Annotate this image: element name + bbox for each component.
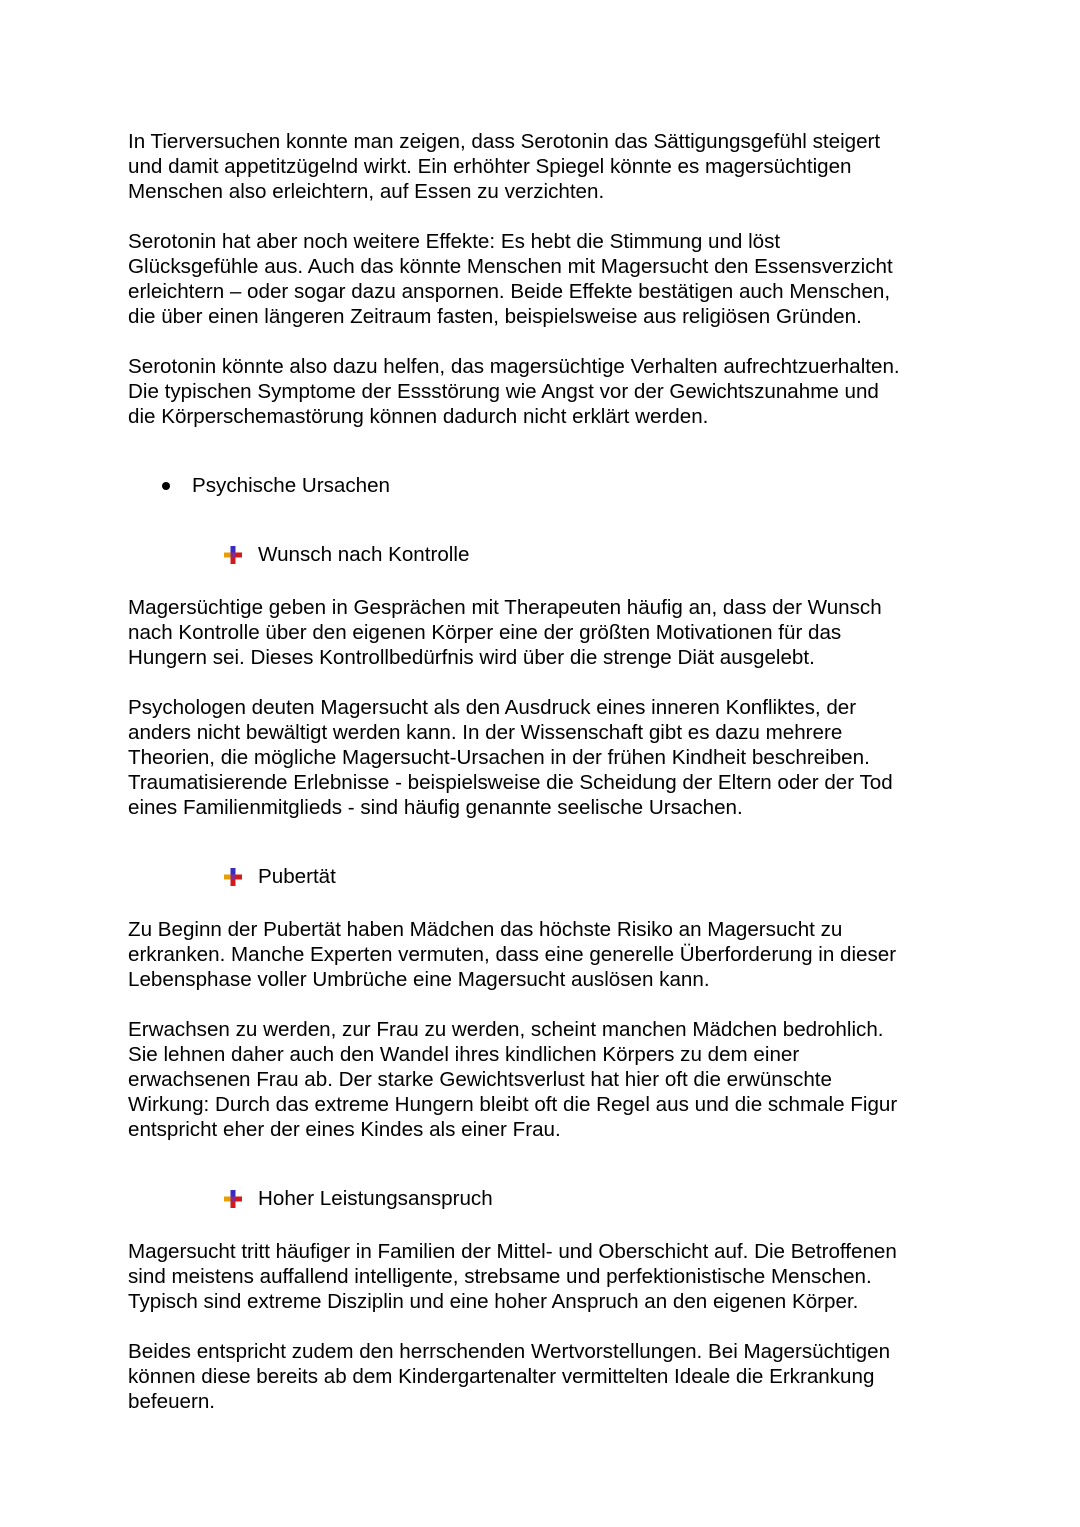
subheading-pubertaet <box>224 864 958 889</box>
colored-plus-icon <box>224 1190 242 1208</box>
subheading-label: Wunsch nach Kontrolle <box>258 543 470 566</box>
colored-plus-icon <box>224 546 242 564</box>
subheading-hoher-leistungsanspruch <box>224 1186 958 1211</box>
subheading-wunsch-nach-kontrolle <box>224 542 958 567</box>
subheading-label: Pubertät <box>258 865 336 888</box>
paragraph-serotonin-mood: Serotonin hat aber noch weitere Effekte: Es hebt die Stimmung und löst Glücksgefühle aus. Auch das könnte Menschen mit Magersucht den Essensverzicht erleichtern – oder sogar dazu anspornen. Beide Effekte bestätigen auch Menschen, die über einen längeren Zeitraum fasten, beispielsweise aus religiösen Gründen. <box>128 230 893 328</box>
colored-plus-icon <box>224 868 242 886</box>
bullet-heading: Psychische Ursachen <box>192 474 391 497</box>
document-page <box>128 129 958 1414</box>
paragraph-leistung-1: Magersucht tritt häufiger in Familien der Mittel- und Oberschicht auf. Die Betroffenen sind meistens auffallend intelligente, strebsame und perfektionistische Menschen. Typisch sind extreme Disziplin und eine hoher Anspruch an den eigenen Körper. <box>128 1240 897 1313</box>
paragraph-pubertaet-2: Erwachsen zu werden, zur Frau zu werden, scheint manchen Mädchen bedrohlich. Sie lehnen daher auch den Wandel ihres kindlichen Körpers zu dem einer erwachsenen Frau ab. Der starke Gewichtsverlust hat hier oft die erwünschte Wirkung: Durch das extreme Hungern bleibt oft die Regel aus und die schmale Figur entspricht eher der eines Kindes als einer Frau. <box>128 1018 898 1141</box>
paragraph-serotonin-conclusion: Serotonin könnte also dazu helfen, das magersüchtige Verhalten aufrechtzuerhalten. Die typischen Symptome der Essstörung wie Angst vor der Gewichtszunahme und die Körperschemastörung können dadurch nicht erklärt werden. <box>128 355 900 428</box>
paragraph-kontrolle-2: Psychologen deuten Magersucht als den Ausdruck eines inneren Konfliktes, der anders nicht bewältigt werden kann. In der Wissenschaft gibt es dazu mehrere Theorien, die mögliche Magersucht-Ursachen in der frühen Kindheit beschreiben. Traumatisierende Erlebnisse - beispielsweise die Scheidung der Eltern oder der Tod eines Familienmitglieds - sind häufig genannte seelische Ursachen. <box>128 696 893 819</box>
paragraph-pubertaet-1: Zu Beginn der Pubertät haben Mädchen das höchste Risiko an Magersucht zu erkranken. Manche Experten vermuten, dass eine generelle Überforderung in dieser Lebensphase voller Umbrüche eine Magersucht auslösen kann. <box>128 918 897 991</box>
paragraph-serotonin-appetite: In Tierversuchen konnte man zeigen, dass Serotonin das Sättigungsgefühl steigert und damit appetitzügelnd wirkt. Ein erhöhter Spiegel könnte es magersüchtigen Menschen also erleichtern, auf Essen zu verzichten. <box>128 130 881 203</box>
paragraph-leistung-2: Beides entspricht zudem den herrschenden Wertvorstellungen. Bei Magersüchtigen können diese bereits ab dem Kindergartenalter vermittelten Ideale die Erkrankung befeuern. <box>128 1340 891 1413</box>
bullet-dot-icon <box>162 482 170 490</box>
paragraph-kontrolle-1: Magersüchtige geben in Gesprächen mit Therapeuten häufig an, dass der Wunsch nach Kontrolle über den eigenen Körper eine der größten Motivationen für das Hungern sei. Dieses Kontrollbedürfnis wird über die strenge Diät ausgelebt. <box>128 596 882 669</box>
subheading-label: Hoher Leistungsanspruch <box>258 1187 493 1210</box>
bullet-psychische-ursachen <box>162 473 958 498</box>
